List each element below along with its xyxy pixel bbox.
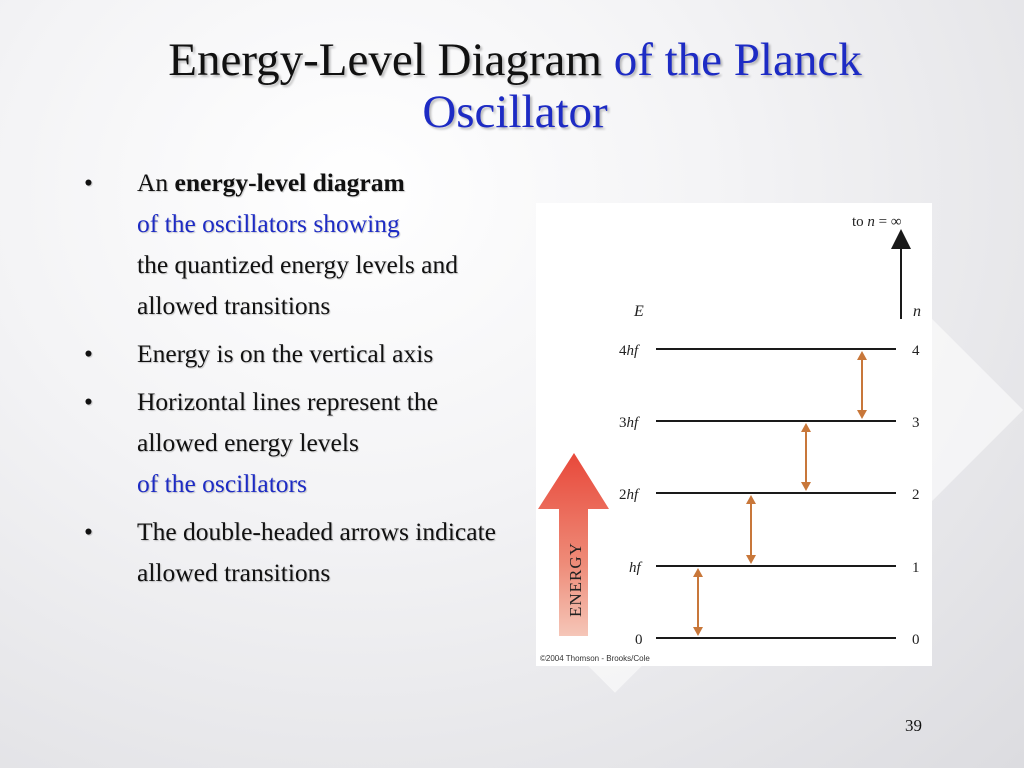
bullet-dot: • (84, 387, 93, 416)
bullet-item (82, 511, 522, 593)
bullet-dot: • (84, 168, 93, 197)
slide-number: 39 (905, 716, 922, 735)
bullet-bold-term: energy-level diagram (174, 168, 405, 197)
energy-label-2: 2hf (619, 487, 639, 503)
bullet-text: Horizontal lines represent the allowed energy levels (137, 387, 438, 457)
bullet-text: Energy is on the vertical axis (137, 339, 434, 368)
axis-label-n: n (913, 303, 921, 320)
transition-arrow-2-3 (801, 423, 811, 491)
energy-level-diagram (536, 203, 932, 666)
energy-label-4: 4hf (619, 343, 639, 359)
bullet-dot: • (84, 517, 93, 546)
transition-arrow-3-4 (857, 351, 867, 419)
axis-label-e: E (634, 303, 644, 320)
bullet-text: The double-headed arrows indicate allowed transitions (137, 517, 496, 587)
title-blue-part: of the Planck (613, 34, 862, 86)
energy-label-1: hf (629, 560, 641, 576)
transition-arrow-1-2 (746, 495, 756, 564)
energy-arrow-label: ENERGY (566, 542, 585, 617)
quantum-number-2: 2 (912, 487, 920, 503)
quantum-number-3: 3 (912, 415, 920, 431)
transition-arrow-0-1 (693, 568, 703, 636)
quantum-number-4: 4 (912, 343, 920, 359)
quantum-number-1: 1 (912, 560, 920, 576)
bullet-text: An (137, 168, 169, 197)
bullet-blue-text: of the oscillators showing (137, 209, 400, 238)
diagram-svg (536, 203, 932, 666)
figure-copyright: ©2004 Thomson - Brooks/Cole (540, 654, 650, 663)
bullet-dot: • (84, 339, 93, 368)
bullet-item (82, 381, 522, 504)
bullet-list (82, 162, 522, 600)
bullet-blue-text: of the oscillators (137, 469, 307, 498)
bullet-text: the quantized energy levels and allowed transitions (137, 250, 458, 320)
infinity-label: to n = ∞ (852, 214, 902, 230)
energy-label-3: 3hf (619, 415, 639, 431)
title-blue-line-2: Oscillator (422, 86, 608, 138)
bullet-item (82, 162, 522, 326)
energy-label-0: 0 (635, 632, 643, 648)
bullet-item (82, 333, 522, 374)
slide-title (40, 34, 990, 138)
title-black-part: Energy-Level Diagram (168, 34, 602, 86)
quantum-number-0: 0 (912, 632, 920, 648)
